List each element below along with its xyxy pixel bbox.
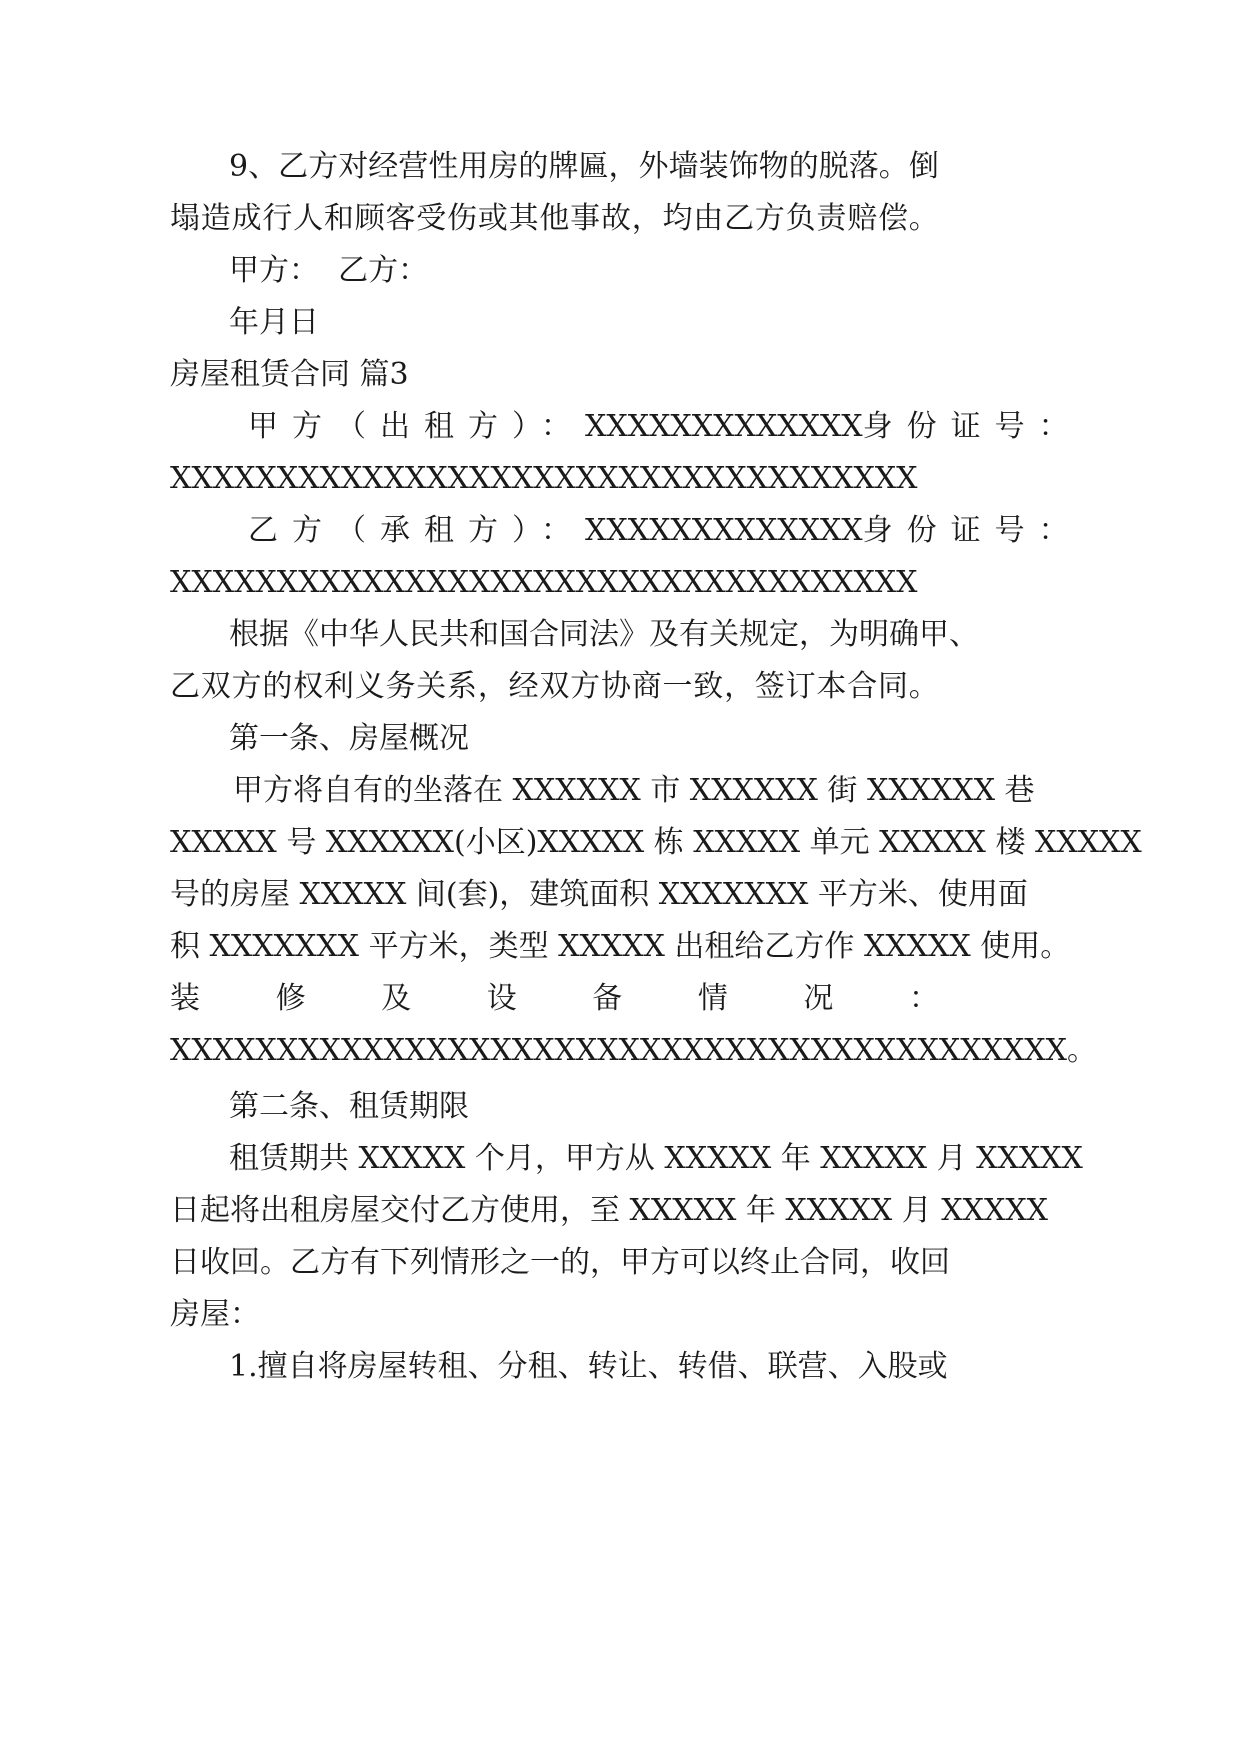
- article1-line1: 甲方将自有的坐落在 XXXXXX 市 XXXXXX 街 XXXXXX 巷: [233, 773, 1035, 808]
- party-b-label: 乙方（承租方）：: [248, 513, 585, 548]
- article1-title: 第一条、房屋概况: [229, 721, 469, 756]
- intro-line1: 根 据 《 中 华 人 民 共 和 国 合 同 法 》 及 有 关 规 定 ， 为 明 确 甲 、: [229, 617, 979, 652]
- article2-line4: 房屋：: [170, 1297, 260, 1332]
- party-b-row: [248, 511, 1083, 551]
- intro-line2: 乙 双 方 的 权 利 义 务 关 系 ， 经 双 方 协 商 一 致 ， 签 订 本 合 同 。: [170, 669, 939, 704]
- decor-char: 及: [381, 981, 412, 1016]
- article1-decor-value: XXXXXXXXXXXXXXXXXXXXXXXXXXXXXXXXXXXXXXXXXX。: [170, 1033, 1098, 1068]
- date-line: 年月日: [229, 305, 319, 340]
- party-a-id-label: 身份证号：: [862, 409, 1083, 444]
- article2-line2: 日起将出租房屋交付乙方使用，至 XXXXX 年 XXXXX 月 XXXXX: [170, 1193, 1049, 1228]
- article2-line1: 租赁期共 XXXXX 个月，甲方从 XXXXX 年 XXXXX 月 XXXXX: [229, 1141, 1083, 1176]
- clause9-line2: 塌 造 成 行 人 和 顾 客 受 伤 或 其 他 事 故 ， 均 由 乙 方 负 责 赔 偿 。: [170, 201, 939, 236]
- party-a-name: XXXXXXXXXXXXX: [585, 409, 863, 444]
- party-a-label: 甲方（出租方）：: [248, 409, 585, 444]
- article1-line3: 号的房屋 XXXXX 间(套)，建筑面积 XXXXXXX 平方米、使用面: [170, 877, 1028, 912]
- clause9-line1: 9 、 乙 方 对 经 营 性 用 房 的 牌 匾 ， 外 墙 装 饰 物 的 脱 落 。 倒: [229, 149, 939, 184]
- article2-item1: 1. 擅 自 将 房 屋 转 租 、 分 租 、 转 让 、 转 借 、 联 营 、 入 股 或: [229, 1349, 948, 1384]
- article1-decor-label: [170, 979, 939, 1019]
- article2-title: 第二条、租赁期限: [229, 1089, 469, 1124]
- decor-char: 备: [592, 981, 623, 1016]
- decor-char: 况: [803, 981, 834, 1016]
- party-b-name: XXXXXXXXXXXXX: [585, 513, 863, 548]
- party-a-row: [248, 407, 1083, 447]
- decor-char: 装: [170, 981, 200, 1016]
- party-b-id-value: XXXXXXXXXXXXXXXXXXXXXXXXXXXXXXXXXXX: [170, 565, 918, 600]
- decor-char: 修: [275, 981, 306, 1016]
- article1-line4: 积 XXXXXXX 平方米，类型 XXXXX 出租给乙方作 XXXXX 使用。: [170, 929, 1071, 964]
- article1-line2: XXXXX 号 XXXXXX(小区)XXXXX 栋 XXXXX 单元 XXXXX 楼 XXXXX: [170, 825, 1142, 860]
- party-a-id-value: XXXXXXXXXXXXXXXXXXXXXXXXXXXXXXXXXXX: [170, 461, 918, 496]
- decor-char: 情: [697, 981, 728, 1016]
- article2-line3: 日 收 回 。 乙 方 有 下 列 情 形 之 一 的 ， 甲 方 可 以 终 止 合 同 ， 收 回: [170, 1245, 950, 1280]
- party-b-id-label: 身份证号：: [862, 513, 1083, 548]
- decor-char: 设: [486, 981, 517, 1016]
- signature-line: 甲方： 乙方：: [229, 253, 429, 288]
- section-title: 房屋租赁合同 篇3: [170, 357, 409, 392]
- decor-char: ：: [908, 981, 939, 1016]
